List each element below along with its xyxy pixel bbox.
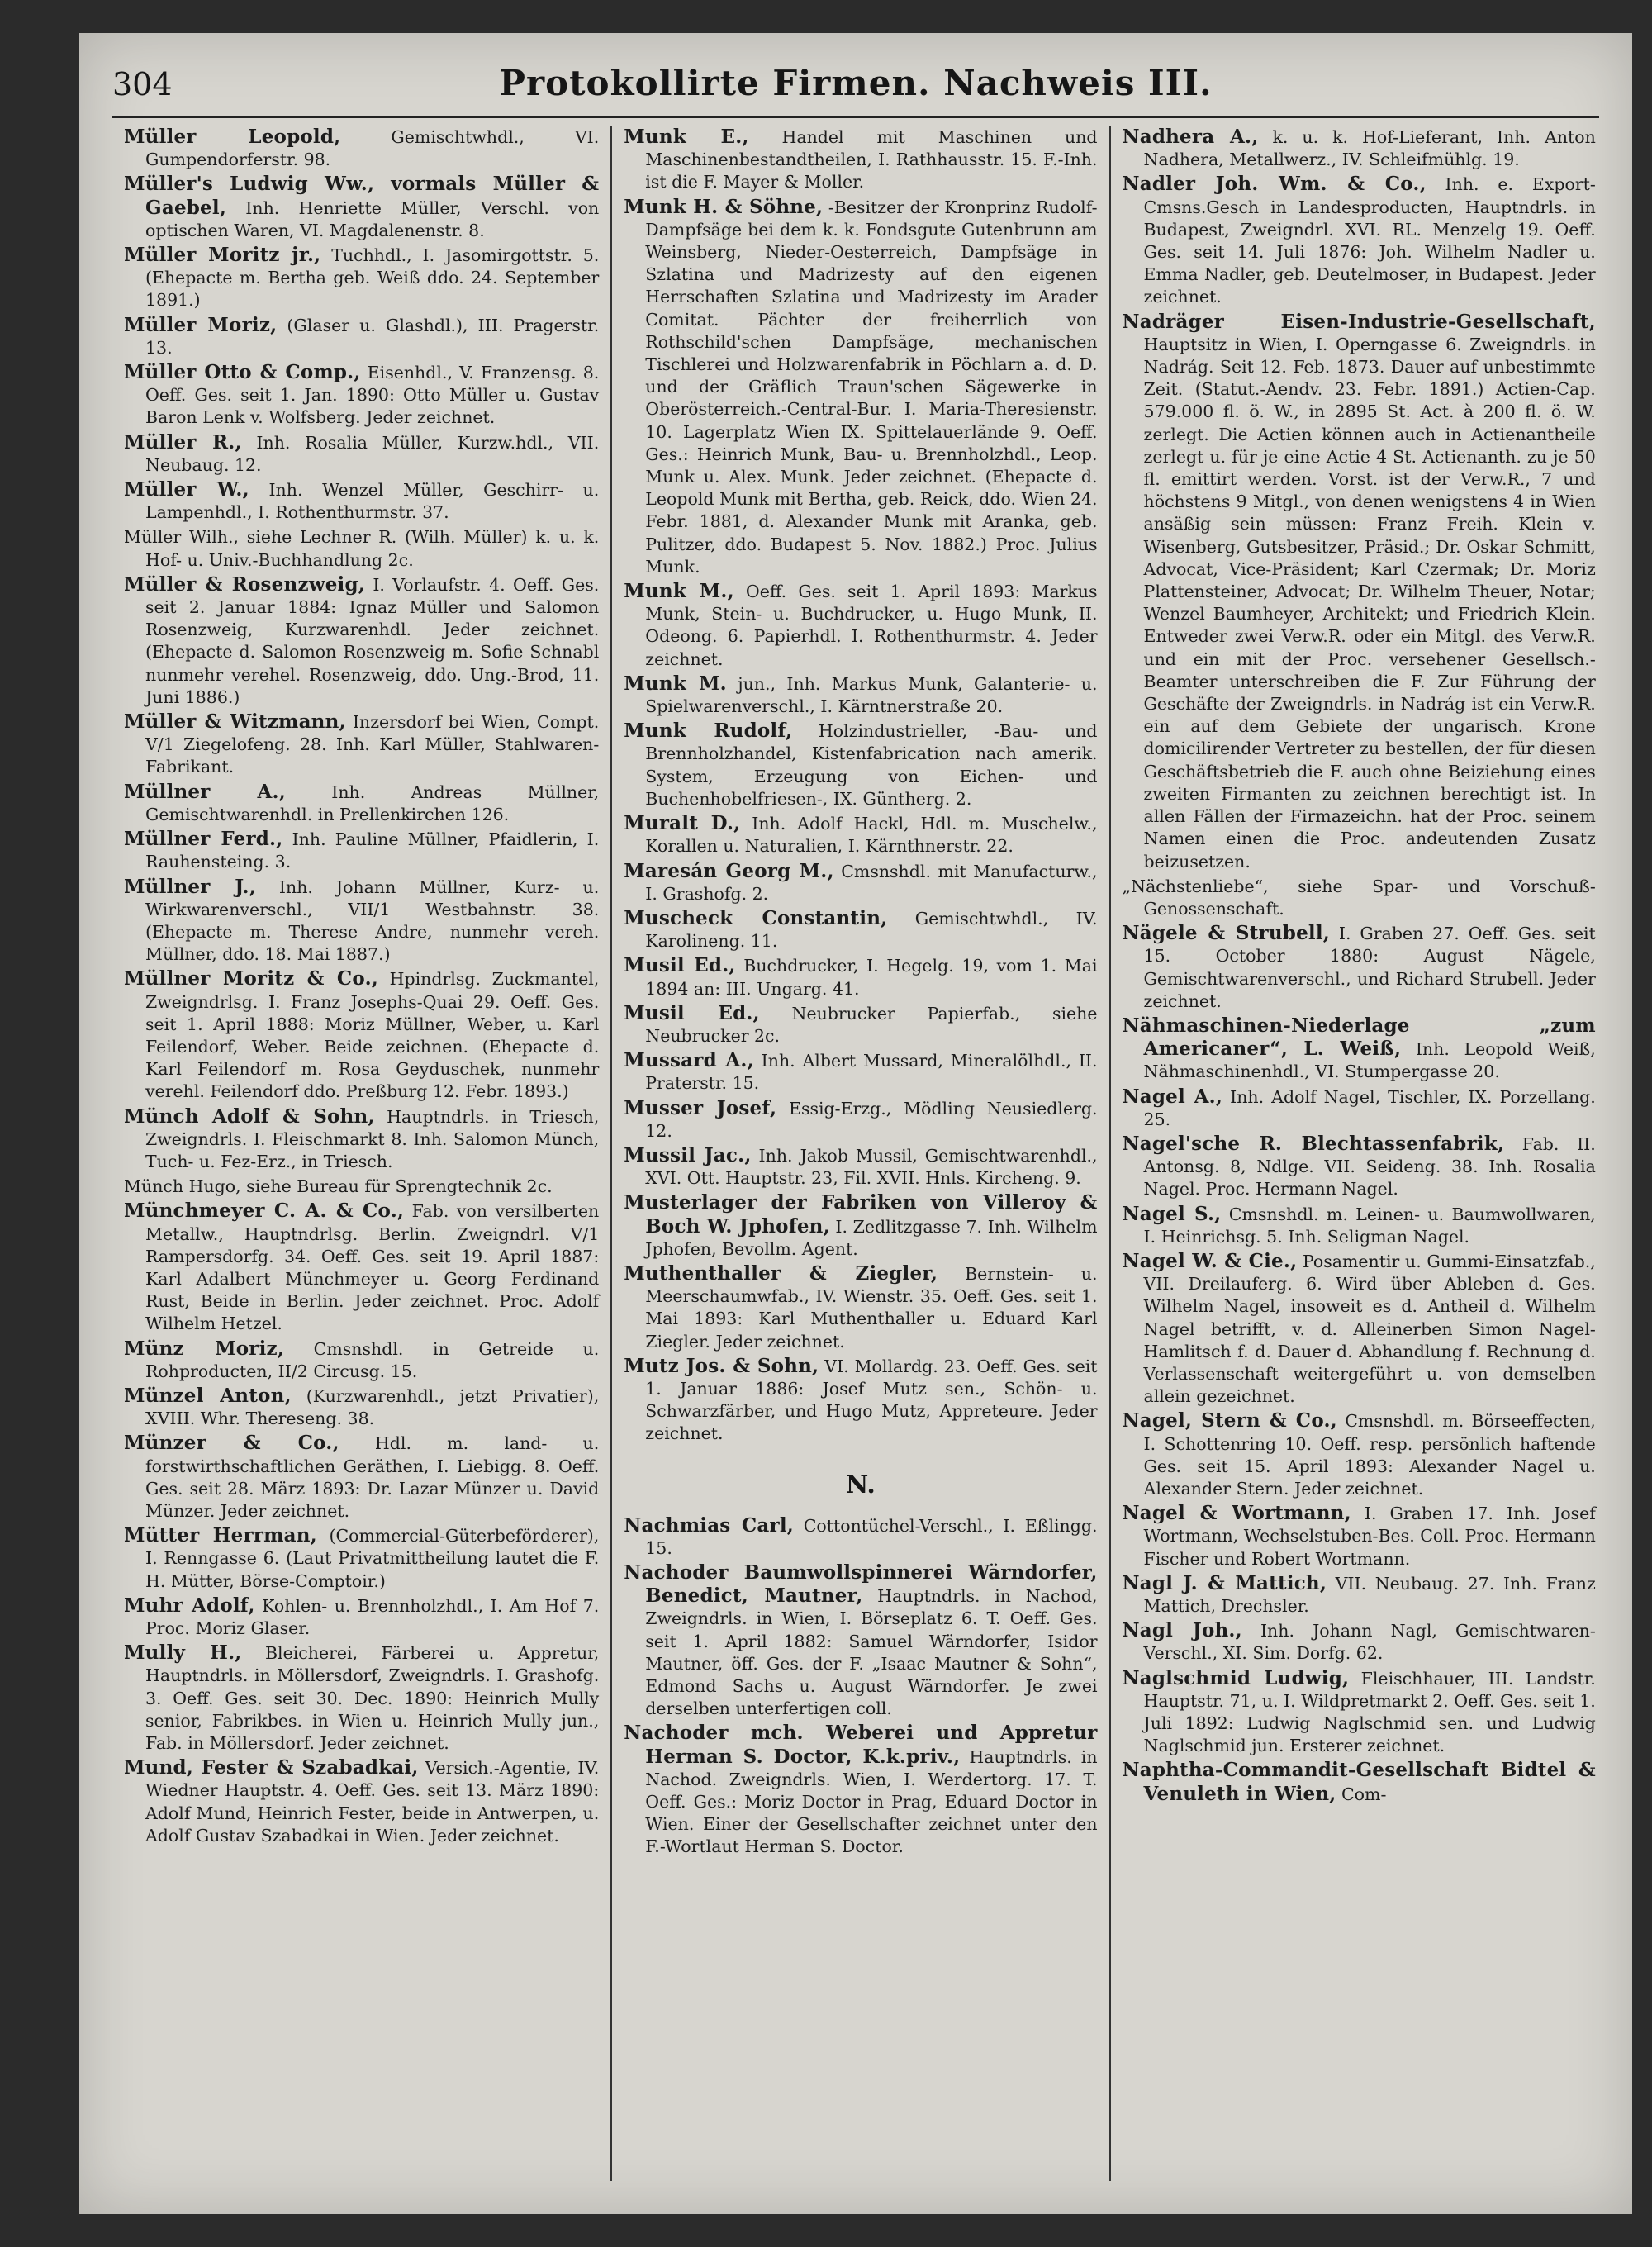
entry-details: (Commercial-Güterbeförderer), I. Renngasse 6. (Laut Privatmittheilung lautet die F. H. Mütter, Börse-Comptoir.) xyxy=(145,1526,600,1591)
entry-firm-name: Müller Moritz jr., xyxy=(124,244,321,267)
directory-entry xyxy=(1123,875,1596,920)
entry-firm-name: Nagel'sche R. Blechtassenfabrik, xyxy=(1122,1132,1505,1155)
entry-firm-name: Münch Adolf & Sohn, xyxy=(124,1104,375,1128)
directory-entry xyxy=(124,710,599,779)
entry-details: Cottontüchel-Verschl., I. Eßlingg. 15. xyxy=(645,1515,1098,1558)
entry-details: (Glaser u. Glashdl.), III. Pragerstr. 13. xyxy=(145,315,600,358)
entry-firm-name: Musil Ed., xyxy=(624,1001,760,1024)
entry-details: Kohlen- u. Brennholzhdl., I. Am Hof 7. Proc. Moriz Glaser. xyxy=(145,1595,600,1638)
directory-entry xyxy=(124,1432,599,1523)
entry-details: Hauptndrls. in Triesch, Zweigndrls. I. Fleischmarkt 8. Inh. Salomon Münch, Tuch- u. Fez-Erz., in Triesch. xyxy=(145,1106,600,1171)
entry-firm-name: Nähmaschinen-Niederlage „zum Americaner“, L. Weiß, xyxy=(1122,1014,1596,1061)
directory-entry xyxy=(1123,1759,1596,1805)
entry-details: Inh. Rosalia Müller, Kurzw.hdl., VII. Neubaug. 12. xyxy=(145,432,600,475)
directory-entry xyxy=(124,876,599,967)
entry-firm-name: Mutz Jos. & Sohn, xyxy=(624,1354,819,1377)
directory-entry xyxy=(1123,1085,1596,1131)
entry-details: Müller Wilh., siehe Lechner R. (Wilh. Müller) k. u. k. Hof- u. Univ.-Buchhandlung 2c. xyxy=(124,527,600,570)
entry-details: Com- xyxy=(1336,1784,1387,1804)
entry-firm-name: Nagel, Stern & Co., xyxy=(1122,1409,1337,1432)
entry-firm-name: Müller Moriz, xyxy=(124,313,278,336)
directory-entry xyxy=(624,580,1097,671)
entry-details: Inh. Johann Nagl, Gemischtwaren-Verschl., XI. Sim. Dorfg. 62. xyxy=(1143,1621,1596,1664)
directory-entry xyxy=(124,525,599,571)
directory-entry xyxy=(124,1385,599,1430)
directory-entry xyxy=(124,1175,599,1198)
directory-entry xyxy=(1123,1409,1596,1500)
columns xyxy=(112,126,1607,2181)
entry-details: Inh. Henriette Müller, Verschl. von optischen Waren, VI. Magdalenenstr. 8. xyxy=(145,197,600,240)
directory-entry xyxy=(624,860,1097,905)
entry-details: Inh. e. Export-Cmsns.Gesch in Landesproducten, Hauptndrls. in Budapest, Zweigndrl. XVI. RL. Menzelg 19. Oeff. Ges. seit 14. Juli 1876: Joh. Wilhelm Nadler u. Emma Nadler, geb. Deutelmoser, in Budapest. Jeder zeichnet. xyxy=(1143,174,1596,307)
entry-details: Inh. Pauline Müllner, Pfaidlerin, I. Rauhensteing. 3. xyxy=(145,829,600,872)
entry-details: Neubrucker Papierfab., siehe Neubrucker 2c. xyxy=(645,1003,1098,1046)
entry-firm-name: Nadhera A., xyxy=(1122,126,1259,148)
entry-firm-name: Nagel A., xyxy=(1122,1085,1223,1108)
directory-entry xyxy=(124,828,599,873)
entry-details: Hauptndrls. in Nachod, Zweigndrls. in Wien, I. Börseplatz 6. T. Oeff. Ges. seit 1. April 1882: Samuel Wärndorfer, Isidor Mautner, öff. Ges. der F. „Isaac Mautner & Sohn“, Edmond Sachs u. August Wärndorfer. Je zwei derselben unterfertigen coll. xyxy=(645,1586,1098,1719)
entry-details: Cmsnshdl. m. Leinen- u. Baumwollwaren, I. Heinrichsg. 5. Inh. Seligman Nagel. xyxy=(1143,1204,1596,1247)
entry-firm-name: Muthenthaller & Ziegler, xyxy=(624,1261,938,1285)
entry-details: jun., Inh. Markus Munk, Galanterie- u. Spielwarenverschl., I. Kärntnerstraße 20. xyxy=(645,673,1098,717)
entry-firm-name: Nachoder Baumwollspinnerei Wärndorfer, Benedict, Mautner, xyxy=(624,1561,1098,1608)
entry-firm-name: Musterlager der Fabriken von Villeroy & Boch W. Jphofen, xyxy=(624,1191,1098,1238)
directory-entry xyxy=(1123,1619,1596,1665)
entry-details: Oeff. Ges. seit 1. April 1893: Markus Munk, Stein- u. Buchdrucker, u. Hugo Munk, II. Odeong. 6. Papierhdl. I. Rothenthurmstr. 4. Jeder zeichnet. xyxy=(645,582,1098,669)
directory-entry xyxy=(1123,1014,1596,1084)
entry-details: I. Vorlaufstr. 4. Oeff. Ges. seit 2. Januar 1884: Ignaz Müller und Salomon Rosenzweig, Kurzwarenhdl. Jeder zeichnet. (Ehepacte d. Salomon Rosenzweig m. Sofie Schnabl nunmehr verehel. Rosenzweig, ddo. Ung.-Brod, 11. Juni 1886.) xyxy=(145,574,600,707)
column-1 xyxy=(112,126,610,2181)
directory-entry xyxy=(124,1105,599,1174)
entry-firm-name: Munk H. & Söhne, xyxy=(624,195,824,218)
entry-details: k. u. k. Hof-Lieferant, Inh. Anton Nadhera, Metallwerz., IV. Schleifmühlg. 19. xyxy=(1143,127,1596,170)
entry-firm-name: Nägele & Strubell, xyxy=(1122,922,1330,945)
entry-firm-name: Nachmias Carl, xyxy=(624,1513,794,1537)
entry-firm-name: Müller & Rosenzweig, xyxy=(124,572,365,596)
entry-firm-name: Mund, Fester & Szabadkai, xyxy=(124,1756,419,1779)
entry-firm-name: Munk M. xyxy=(624,672,727,695)
entry-details: Buchdrucker, I. Hegelg. 19, vom 1. Mai 1894 an: III. Ungarg. 41. xyxy=(645,956,1098,999)
entry-details: Cmsnshdl. mit Manufacturw., I. Grashofg. 2. xyxy=(645,861,1098,904)
entry-details: Inzersdorf bei Wien, Compt. V/1 Ziegelofeng. 28. Inh. Karl Müller, Stahlwaren-Fabrikant. xyxy=(145,712,600,777)
entry-details: I. Zedlitzgasse 7. Inh. Wilhelm Jphofen, Bevollm. Agent. xyxy=(645,1216,1098,1259)
entry-firm-name: Munk M., xyxy=(624,580,734,603)
entry-details: I. Graben 27. Oeff. Ges. seit 15. October 1880: August Nägele, Gemischtwarenverschl., und Richard Strubell. Jeder zeichnet. xyxy=(1143,924,1596,1011)
entry-details: Hdl. m. land- u. forstwirthschaftlichen Geräthen, I. Liebigg. 8. Oeff. Ges. seit 28. März 1893: Dr. Lazar Münzer u. David Münzer. Jeder zeichnet. xyxy=(145,1433,600,1521)
directory-entry xyxy=(124,361,599,430)
section-letter: N. xyxy=(845,1470,876,1499)
entry-details: Versich.-Agentie, IV. Wiedner Hauptstr. 4. Oeff. Ges. seit 13. März 1890: Adolf Mund, Heinrich Fester, beide in Antwerpen, u. Adolf Gustav Szabadkai in Wien. Jeder zeichnet. xyxy=(145,1758,600,1846)
entry-firm-name: Naphtha-Commandit-Gesellschaft Bidtel & Venuleth in Wien, xyxy=(1122,1759,1596,1805)
entry-firm-name: Musil Ed., xyxy=(624,954,736,977)
directory-entry xyxy=(624,1722,1097,1858)
entry-details: Inh. Johann Müllner, Kurz- u. Wirkwarenverschl., VII/1 Westbahnstr. 38. (Ehepacte m. Therese Andre, nunmehr vereh. Müllner, ddo. 18. Mai 1887.) xyxy=(145,876,600,965)
directory-entry xyxy=(124,1200,599,1335)
entry-details: Holzindustrieller, -Bau- und Brennholzhandel, Kistenfabrication nach amerik. System, Erzeugung von Eichen- und Buchenhobelfriesen-, IX. Güntherg. 2. xyxy=(645,721,1098,809)
entry-firm-name: Münz Moriz, xyxy=(124,1337,285,1360)
entry-firm-name: Nagel & Wortmann, xyxy=(1122,1502,1351,1525)
column-3 xyxy=(1109,126,1607,2181)
directory-entry xyxy=(124,314,599,359)
entry-firm-name: Nagl Joh., xyxy=(1122,1619,1242,1642)
entry-firm-name: Müller W., xyxy=(124,478,249,501)
entry-firm-name: Mully H., xyxy=(124,1641,242,1665)
directory-entry xyxy=(124,244,599,312)
entry-details: Eisenhdl., V. Franzensg. 8. Oeff. Ges. seit 1. Jan. 1890: Otto Müller u. Gustav Baron Lenk v. Wolfsberg. Jeder zeichnet. xyxy=(145,363,600,428)
directory-entry xyxy=(624,1049,1097,1095)
entry-details: Inh. Jakob Mussil, Gemischtwarenhdl., XVI. Ott. Hauptstr. 23, Fil. XVII. Hnls. Kircheng. 9. xyxy=(645,1145,1098,1189)
entry-firm-name: Münzel Anton, xyxy=(124,1384,292,1407)
directory-entry xyxy=(1123,1203,1596,1248)
entry-details: Posamentir u. Gummi-Einsatzfab., VII. Dreilauferg. 6. Wird über Ableben d. Ges. Wilhelm Nagel, insoweit es d. Antheil d. Wilhelm Nagel betrifft, v. d. Alleinerben Simon Nagel-Hamlitsch f. d. Dauer d. Abhandlung f. Rechnung d. Verlassenschaft weitergeführt u. von demselben allein gezeichnet. xyxy=(1143,1251,1596,1407)
directory-entry xyxy=(124,126,599,171)
entry-details: Bernstein- u. Meerschaumwfab., IV. Wienstr. 35. Oeff. Ges. seit 1. Mai 1893: Karl Muthenthaller u. Eduard Karl Ziegler. Jeder zeichnet. xyxy=(645,1263,1098,1352)
directory-entry xyxy=(624,1191,1097,1261)
entry-details: Inh. Albert Mussard, Mineralölhdl., II. Praterstr. 15. xyxy=(645,1051,1098,1094)
entry-details: Inh. Leopold Weiß, Nähmaschinenhdl., VI. Stumpergasse 20. xyxy=(1143,1039,1596,1082)
entry-details: Handel mit Maschinen und Maschinenbestandtheilen, I. Rathhausstr. 15. F.-Inh. ist die F. Mayer & Moller. xyxy=(645,127,1098,192)
entry-firm-name: Nadräger Eisen-Industrie-Gesellschaft, xyxy=(1122,310,1596,333)
entry-details: VI. Mollardg. 23. Oeff. Ges. seit 1. Januar 1886: Josef Mutz sen., Schön- u. Schwarzfärber, und Hugo Mutz, Appreteure. Jeder zeichnet. xyxy=(645,1356,1098,1444)
entry-firm-name: Mütter Herrman, xyxy=(124,1524,317,1547)
entry-firm-name: Maresán Georg M., xyxy=(624,859,834,882)
entry-firm-name: Müllner Ferd., xyxy=(124,828,283,851)
entry-firm-name: Müller & Witzmann, xyxy=(124,710,346,734)
entry-firm-name: Musser Josef, xyxy=(624,1096,777,1119)
directory-entry xyxy=(124,1641,599,1755)
entry-firm-name: Münzer & Co., xyxy=(124,1432,339,1455)
directory-entry xyxy=(1123,311,1596,873)
entry-details: Gemischtwhdl., IV. Karolineng. 11. xyxy=(645,908,1098,952)
entry-firm-name: Muscheck Constantin, xyxy=(624,906,888,929)
entry-details: Hpindrlsg. Zuckmantel, Zweigndrlsg. I. Franz Josephs-Quai 29. Oeff. Ges. seit 1. April 1888: Moriz Müllner, Weber, u. Karl Feilendorf, Weber. Beide zeichnen. (Ehepacte d. Karl Feilendorf m. Rosa Geyduschek, nunmehr verehl. Feilendorf ddo. Preßburg 12. Febr. 1893.) xyxy=(145,969,600,1102)
directory-entry xyxy=(124,573,599,709)
directory-entry xyxy=(1123,1133,1596,1201)
entry-details: (Kurzwarenhdl., jetzt Privatier), XVIII. Whr. Thereseng. 38. xyxy=(145,1385,600,1429)
entry-details: Fab. von versilberten Metallw., Hauptndrlsg. Berlin. Zweigndrl. V/1 Rampersdorfg. 34. Oeff. Ges. seit 19. April 1887: Karl Adalbert Münchmeyer u. Georg Ferdinand Rust, Beide in Berlin. Jeder zeichnet. Proc. Adolf Wilhelm Hetzel. xyxy=(145,1201,600,1334)
entry-details: Bleicherei, Färberei u. Appretur, Hauptndrls. in Möllersdorf, Zweigndrls. I. Grashofg. 3. Oeff. Ges. seit 30. Dec. 1890: Heinrich Mully senior, Fabrikbes. in Wien u. Heinrich Mully jun., Fab. in Möllersdorf. Jeder zeichnet. xyxy=(145,1643,600,1754)
entry-details: Inh. Wenzel Müller, Geschirr- u. Lampenhdl., I. Rothenthurmstr. 37. xyxy=(145,480,600,523)
page-header xyxy=(79,58,1632,116)
directory-entry xyxy=(124,1337,599,1383)
entry-firm-name: Müllner J., xyxy=(124,875,256,898)
directory-entry xyxy=(124,1756,599,1847)
entry-firm-name: Mussil Jac., xyxy=(624,1143,752,1166)
entry-firm-name: Nagel S., xyxy=(1122,1202,1222,1225)
entry-details: Münch Hugo, siehe Bureau für Sprengtechnik 2c. xyxy=(124,1176,553,1197)
entry-details: Hauptsitz in Wien, I. Operngasse 6. Zweigndrls. in Nadrág. Seit 12. Feb. 1873. Dauer auf unbestimmte Zeit. (Statut.-Aendv. 23. Febr. 1891.) Actien-Cap. 579.000 fl. ö. W., in 2895 St. Act. à 200 fl. ö. W. zerlegt. Die Actien können auch in Actienantheile zerlegt u. für je eine Actie 4 St. Actienanth. zu je 50 fl. emittirt werden. Vorst. ist der Verw.R., 7 und höchstens 9 Mitgl., von denen wenigstens 4 in Wien ansäßig sein müssen: Franz Freih. Klein v. Wisenberg, Gutsbesitzer, Präsid.; Dr. Oskar Schmitt, Advocat, Vice-Präsident; Karl Czermak; Dr. Moriz Plattensteiner, Advocat; Dr. Wilhelm Theuer, Notar; Wenzel Baumheyer, Architekt; und Friedrich Klein. Entweder zwei Verw.R. oder ein Mitgl. des Verw.R. und ein mit der Proc. versehener Gesellsch.-Beamter unterschreiben die F. Zur Führung der Geschäfte der Zweigndrls. in Nadrág ist ein Verw.R. ein auf dem Gebiete der ungarisch. Krone domicilirender Vertreter zu bestellen, der für diesen Geschäftsbetrieb die F. auch ohne Beiziehung eines zweiten Firmanten zu zeichnen berechtigt ist. In allen Fällen der Firmazeichn. hat der Proc. seinem Namen einen die Proc. andeutenden Zusatz beizusetzen. xyxy=(1143,334,1596,872)
directory-entry xyxy=(1123,126,1596,171)
directory-entry xyxy=(1123,1667,1596,1758)
entry-details: Hauptndrls. in Nachod. Zweigndrls. Wien, I. Werdertorg. 17. T. Oeff. Ges.: Moriz Doctor in Prag, Eduard Doctor in Wien. Einer der Gesellschafter zeichnet unter den F.-Wortlaut Herman S. Doctor. xyxy=(645,1746,1098,1857)
directory-entry xyxy=(124,967,599,1103)
entry-firm-name: Naglschmid Ludwig, xyxy=(1122,1666,1350,1689)
entry-details: Cmsnshdl. m. Börseeffecten, I. Schottenring 10. Oeff. resp. persönlich haftende Ges. seit 15. April 1893: Alexander Nagel u. Alexander Stern. Jeder zeichnet. xyxy=(1143,1411,1596,1499)
directory-entry xyxy=(1123,173,1596,308)
page-number: 304 xyxy=(112,66,173,102)
directory-entry xyxy=(624,1514,1097,1560)
entry-firm-name: Müller R., xyxy=(124,430,242,454)
directory-entry xyxy=(624,1002,1097,1047)
directory-entry xyxy=(624,126,1097,194)
directory-entry xyxy=(624,954,1097,1000)
directory-entry xyxy=(124,478,599,524)
directory-entry xyxy=(124,781,599,826)
entry-firm-name: Müller's Ludwig Ww., vormals Müller & Gaebel, xyxy=(124,173,600,219)
directory-entry xyxy=(624,1097,1097,1143)
entry-details: Fab. II. Antonsg. 8, Ndlge. VII. Seideng. 38. Inh. Rosalia Nagel. Proc. Hermann Nagel. xyxy=(1143,1133,1596,1200)
directory-entry xyxy=(624,196,1097,578)
directory-entry xyxy=(1123,1572,1596,1618)
entry-firm-name: Münchmeyer C. A. & Co., xyxy=(124,1200,405,1223)
entry-details: Inh. Adolf Hackl, Hdl. m. Muschelw., Korallen u. Naturalien, I. Kärnthnerstr. 22. xyxy=(645,814,1098,857)
entry-details: Inh. Adolf Nagel, Tischler, IX. Porzellang. 25. xyxy=(1143,1086,1596,1129)
header-rule xyxy=(112,116,1599,118)
entry-details: Cmsnshdl. in Getreide u. Rohproducten, II/2 Circusg. 15. xyxy=(145,1338,600,1381)
directory-entry xyxy=(624,907,1097,952)
entry-details: Essig-Erzg., Mödling Neusiedlerg. 12. xyxy=(645,1098,1098,1141)
entry-firm-name: Nagel W. & Cie., xyxy=(1122,1249,1298,1272)
running-head: Protokollirte Firmen. Nachweis III. xyxy=(499,63,1213,103)
directory-entry xyxy=(1123,1502,1596,1570)
directory-entry xyxy=(624,672,1097,718)
directory-entry xyxy=(124,1524,599,1593)
entry-firm-name: Muralt D., xyxy=(624,812,741,835)
entry-firm-name: Müllner Moritz & Co., xyxy=(124,967,378,990)
entry-firm-name: Nadler Joh. Wm. & Co., xyxy=(1122,173,1427,196)
entry-firm-name: Mussard A., xyxy=(624,1049,754,1072)
entry-firm-name: Nagl J. & Mattich, xyxy=(1122,1571,1327,1594)
entry-firm-name: Munk E., xyxy=(624,126,749,148)
entry-details: VII. Neubaug. 27. Inh. Franz Mattich, Drechsler. xyxy=(1143,1573,1596,1616)
directory-entry xyxy=(624,720,1097,810)
entry-firm-name: Müllner A., xyxy=(124,780,286,803)
directory-entry xyxy=(1123,922,1596,1013)
directory-entry xyxy=(1123,1250,1596,1408)
entry-firm-name: Munk Rudolf, xyxy=(624,720,793,743)
directory-entry xyxy=(124,1594,599,1640)
directory-entry xyxy=(624,1144,1097,1190)
entry-firm-name: Nachoder mch. Weberei und Appretur Herman S. Doctor, K.k.priv., xyxy=(624,1722,1098,1768)
entry-details: „Nächstenliebe“, siehe Spar- und Vorschuß-Genossenschaft. xyxy=(1122,876,1596,919)
entry-details: Inh. Andreas Müllner, Gemischtwarenhdl. in Prellenkirchen 126. xyxy=(145,781,600,824)
column-2 xyxy=(610,126,1108,2181)
entry-details: -Besitzer der Kronprinz Rudolf-Dampfsäge bei dem k. k. Fondsgute Gutenbrunn am Weinsberg, Nieder-Oesterreich, Dampfsäge in Szlatina und Madrizesty auf den eigenen Herrschaften Szlatina und Madrizesty im Arader Comitat. Pächter der freiherrlich von Rothschild'schen Dampfsäge, mechanischen Tischlerei und Holzwarenfabrik in Pöchlarn a. d. D. und der Gräflich Traun'schen Sägewerke in Oberösterreich.-Central-Bur. I. Maria-Theresienstr. 10. Lagerplatz Wien IX. Spittelauerlände 9. Oeff. Ges.: Heinrich Munk, Bau- u. Brennholzhdl., Leop. Munk u. Alex. Munk. Jeder zeichnet. (Ehepacte d. Leopold Munk mit Bertha, geb. Reick, ddo. Wien 24. Febr. 1881, d. Alexander Munk mit Aranka, geb. Pulitzer, ddo. Budapest 5. Nov. 1882.) Proc. Julius Munk. xyxy=(645,197,1098,577)
directory-page xyxy=(79,33,1632,2214)
entry-details: Gemischtwhdl., VI. Gumpendorferstr. 98. xyxy=(145,127,600,170)
entry-firm-name: Muhr Adolf, xyxy=(124,1594,255,1617)
directory-entry xyxy=(624,1561,1097,1720)
directory-entry xyxy=(624,1355,1097,1446)
directory-entry xyxy=(124,173,599,242)
entry-firm-name: Müller Otto & Comp., xyxy=(124,361,361,384)
entry-details: Fleischhauer, III. Landstr. Hauptstr. 71, u. I. Wildpretmarkt 2. Oeff. Ges. seit 1. Juli 1892: Ludwig Naglschmid sen. und Ludwig Naglschmid jun. Ersterer zeichnet. xyxy=(1143,1668,1596,1756)
directory-entry xyxy=(124,431,599,477)
directory-entry xyxy=(624,1262,1097,1353)
directory-entry xyxy=(624,812,1097,857)
entry-firm-name: Müller Leopold, xyxy=(124,126,341,148)
entry-details: I. Graben 17. Inh. Josef Wortmann, Wechselstuben-Bes. Coll. Proc. Hermann Fischer und Robert Wortmann. xyxy=(1143,1504,1596,1569)
entry-details: Tuchhdl., I. Jasomirgottstr. 5. (Ehepacte m. Bertha geb. Weiß ddo. 24. September 1891.) xyxy=(145,245,600,311)
